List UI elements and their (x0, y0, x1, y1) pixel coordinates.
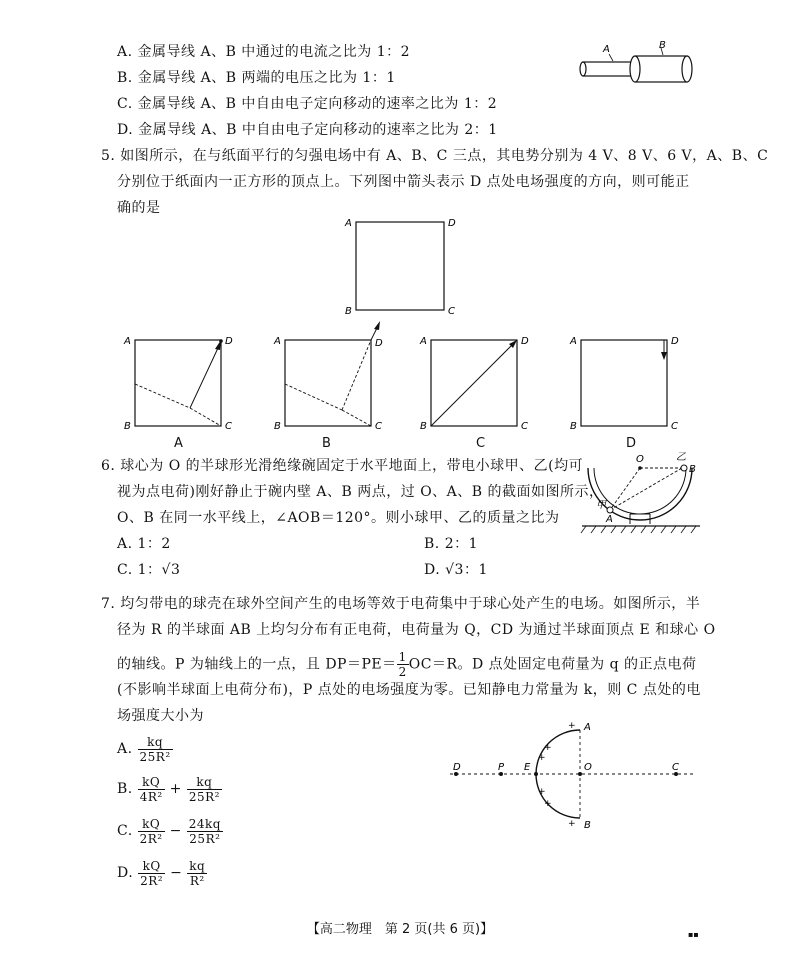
q7-stem-line-4: (不影响半球面上电荷分布)，P 点处的电场强度为零。已知静电力常量为 k，则 C 点处的电 (117, 682, 701, 698)
q7-stem-line-3a: 的轴线。P 为轴线上的一点，且 DP＝PE＝ (117, 656, 397, 673)
q7-opt-c-den2: 25R² (189, 831, 221, 846)
q5-main-label-a: A (345, 218, 352, 229)
q7-opt-d-num1: kQ (138, 859, 165, 874)
qc-label-c: C (521, 421, 528, 430)
qa-label-d: D (225, 336, 233, 347)
q7-option-d (117, 856, 207, 890)
q4-label-b: B (659, 40, 666, 51)
q5-option-a-figure (120, 330, 240, 430)
q7-label-a: A (584, 722, 591, 733)
q4-option-a: A. 金属导线 A、B 中通过的电流之比为 1：2 (117, 44, 411, 60)
q6-stem-line-3: O、B 在同一水平线上，∠AOB＝120°。则小球甲、乙的质量之比为 (117, 510, 560, 526)
q7-opt-c-num1: kQ (138, 817, 165, 832)
q7-label-c: C (672, 762, 679, 773)
qb-label-a: A (274, 336, 281, 347)
q5-main-square (340, 212, 465, 320)
q6-option-c: C. 1：√3 (117, 562, 181, 578)
svg-text:+: + (568, 819, 576, 829)
q5-stem-line-2: 分别位于纸面内一正方形的顶点上。下列图中箭头表示 D 点处电场强度的方向，则可能正 (117, 174, 690, 190)
q7-opt-a-letter: A. (117, 741, 133, 757)
q7-option-a (117, 732, 173, 766)
q7-half-den: 2 (398, 665, 407, 679)
q4-label-a: A (603, 44, 610, 55)
q4-option-b: B. 金属导线 A、B 两端的电压之比为 1：1 (117, 70, 396, 86)
q7-stem-line-2: 径为 R 的半球面 AB 上均匀分布有正电荷，电荷量为 Q，CD 为通过半球面顶点 E 和球心 O (117, 622, 716, 638)
q5-option-d-figure (566, 330, 686, 430)
qa-label-a: A (124, 336, 131, 347)
q7-label-p: P (498, 762, 505, 773)
qc-label-b: B (420, 421, 427, 430)
q7-opt-c-den1: 2R² (139, 831, 163, 846)
qa-label-c: C (225, 421, 232, 430)
q6-label-a: A (606, 514, 613, 525)
q6-option-a: A. 1：2 (117, 536, 171, 552)
svg-text:+: + (544, 799, 552, 809)
q7-stem-line-5: 场强度大小为 (117, 708, 204, 724)
q7-label-b: B (584, 820, 591, 831)
svg-text:+: + (568, 721, 576, 731)
qd-label-d: D (671, 336, 679, 347)
q7-opt-b-den1: 4R² (139, 789, 163, 804)
q7-opt-b-op: + (169, 781, 182, 797)
q7-opt-c-letter: C. (117, 823, 133, 839)
qd-label-c: C (671, 421, 678, 430)
q5-caption-a: A (174, 436, 183, 451)
q7-opt-c-op: − (169, 823, 182, 839)
qd-label-a: A (570, 336, 577, 347)
q7-label-d: D (453, 762, 461, 773)
q7-hemisphere-figure (440, 716, 700, 836)
q7-stem-line-3b: OC＝R。D 点处固定电荷量为 q 的正点电荷 (408, 656, 697, 673)
q5-option-b-figure (272, 318, 387, 430)
qb-label-c: C (375, 421, 382, 430)
q7-half-fraction (397, 650, 409, 679)
q5-option-c-figure (416, 330, 536, 430)
q5-caption-c: C (476, 436, 486, 451)
page-footer: 【高二物理 第 2 页(共 6 页)】 (306, 922, 494, 937)
qd-label-b: B (570, 421, 577, 430)
q6-label-yi: 乙 (676, 452, 686, 463)
q5-main-label-d: D (448, 218, 456, 229)
q7-label-o: O (584, 762, 592, 773)
q7-opt-b-den2: 25R² (188, 789, 220, 804)
q7-opt-b-num2: kq (187, 775, 222, 790)
qc-label-a: A (420, 336, 427, 347)
q7-stem-line-3 (117, 650, 697, 679)
q6-option-b: B. 2：1 (424, 536, 479, 552)
q6-stem-line-1: 6. 球心为 O 的半球形光滑绝缘碗固定于水平地面上，带电小球甲、乙(均可 (101, 458, 584, 474)
q4-option-c: C. 金属导线 A、B 中自由电子定向移动的速率之比为 1：2 (117, 96, 498, 112)
q4-wires-figure (575, 40, 700, 90)
q7-stem-line-1: 7. 均匀带电的球壳在球外空间产生的电场等效于电荷集中于球心处产生的电场。如图所示，半 (101, 596, 701, 612)
q7-opt-d-op: − (170, 865, 183, 881)
q7-half-num: 1 (398, 650, 407, 664)
q7-opt-d-den1: 2R² (140, 873, 164, 888)
svg-text:+: + (538, 753, 546, 763)
svg-text:+: + (538, 787, 546, 797)
q5-caption-d: D (626, 436, 637, 451)
q7-opt-a-num: kq (138, 735, 173, 750)
q7-opt-d-den2: R² (189, 873, 205, 888)
q6-stem-line-2: 视为点电荷)刚好静止于碗内壁 A、B 两点，过 O、A、B 的截面如图所示， (117, 484, 604, 500)
q5-main-label-b: B (345, 306, 352, 317)
q5-caption-b: B (322, 436, 331, 451)
q7-opt-c-num2: 24kq (188, 816, 221, 831)
q7-label-e: E (524, 762, 531, 773)
qc-label-d: D (521, 336, 529, 347)
q5-stem-line-1: 5. 如图所示，在与纸面平行的匀强电场中有 A、B、C 三点，其电势分别为 4 V、8 V、6 V，A、B、C (101, 148, 769, 164)
qb-label-d: D (375, 338, 383, 349)
q6-label-o: O (636, 454, 644, 465)
qa-label-b: B (124, 421, 131, 430)
q7-opt-d-letter: D. (117, 865, 134, 881)
qb-label-b: B (274, 421, 281, 430)
q4-option-d: D. 金属导线 A、B 中自由电子定向移动的速率之比为 2：1 (117, 122, 498, 138)
q7-opt-b-num1: kQ (138, 775, 165, 790)
q7-opt-d-num2: kq (189, 858, 206, 873)
q7-opt-a-den: 25R² (139, 749, 171, 764)
q5-main-label-c: C (448, 306, 455, 317)
corner-mark: ▪▪ (688, 930, 699, 939)
q6-bowl-figure (580, 448, 705, 538)
q6-option-d: D. √3：1 (424, 562, 488, 578)
svg-text:+: + (544, 743, 552, 753)
q7-option-b (117, 772, 222, 806)
q6-label-jia: 甲 (596, 500, 606, 511)
q7-option-c (117, 814, 223, 848)
q5-stem-line-3: 确的是 (117, 200, 161, 216)
q6-label-b: B (689, 464, 696, 475)
q7-opt-b-letter: B. (117, 781, 133, 797)
